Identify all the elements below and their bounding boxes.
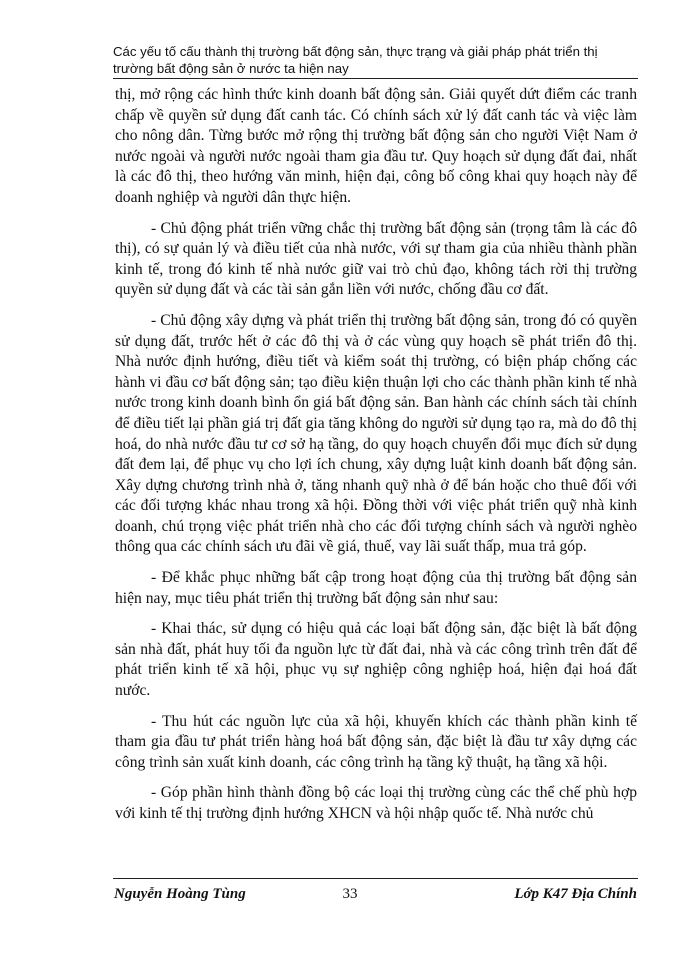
footer-class: Lớp K47 Địa Chính — [514, 886, 637, 902]
running-header — [113, 44, 638, 77]
paragraph-5: - Khai thác, sử dụng có hiệu quả các loại bất động sản, đặc biệt là bất động sản nhà đất, phát huy tối đa nguồn lực từ đất đai, nhà và các công trình trên đất để phát triển kinh tế xã hội, phục vụ sự nghiệp công nghiệp hoá, hiện đại hoá đất nước. — [115, 620, 637, 700]
header-line-1: Các yếu tố cấu thành thị trường bất động sản, thực trạng và giải pháp phát triển thị — [113, 44, 598, 59]
header-divider — [113, 78, 638, 79]
paragraph-1: thị, mở rộng các hình thức kinh doanh bất động sản. Giải quyết dứt điểm các tranh chấp về quyền sử dụng đất canh tác. Có chính sách xử lý đất canh tác và việc làm cho nông dân. Từng bước mở rộng thị trường bất động sản cho người Việt Nam ở nước ngoài và người nước ngoài tham gia đầu tư. Quy hoạch sử dụng đất đai, nhất là các đô thị, theo hướng văn minh, hiện đại, công bố công khai quy hoạch này để doanh nghiệp và người dân thực hiện. — [115, 86, 637, 206]
paragraph-2: - Chủ động phát triển vững chắc thị trường bất động sản (trọng tâm là các đô thị), có sự quản lý và điều tiết của nhà nước, với sự tham gia của nhiều thành phần kinh tế, trong đó kinh tế nhà nước giữ vai trò chủ đạo, không tách rời thị trường quyền sử dụng đất và các tài sản gắn liền với nước, chống đầu cơ đất. — [115, 219, 637, 299]
footer-author: Nguyễn Hoàng Tùng — [114, 886, 246, 902]
header-line-2: trường bất động sản ở nước ta hiện nay — [113, 60, 349, 76]
paragraph-3: - Chủ động xây dựng và phát triển thị trường bất động sản, trong đó có quyền sử dụng đất, trước hết ở các đô thị và ở các vùng quy hoạch sẽ phát triển đô thị. Nhà nước định hướng, điều tiết và kiểm soát thị trường, có biện pháp chống các hành vi đầu cơ bất động sản; tạo điều kiện thuận lợi cho các thành phần kinh tế nhà nước trong kinh doanh bình ổn giá bất động sản. Ban hành các chính sách tài chính để điều tiết lại phần giá trị đất gia tăng không do người sử dụng tạo ra, mà do đô thị hoá, do nhà nước đầu tư cơ sở hạ tầng, do quy hoạch chuyển đổi mục đích sử dụng đất đem lại, để phục vụ cho lợi ích chung, xây dựng luật kinh doanh bất động sản. Xây dựng chương trình nhà ở, tăng nhanh quỹ nhà ở để bán hoặc cho thuê đối với các đối tượng khác nhau trong xã hội. Đồng thời với việc phát triển quỹ nhà kinh doanh, chú trọng việc phát triển nhà cho các đối tượng chính sách và người nghèo thông qua các chính sách ưu đãi về giá, thuế, vay lãi suất thấp, mua trả góp. — [115, 311, 637, 556]
footer-divider — [113, 878, 638, 879]
paragraph-6: - Thu hút các nguồn lực của xã hội, khuyến khích các thành phần kinh tế tham gia đầu tư phát triển hàng hoá bất động sản, đặc biệt là đầu tư xây dựng các công trình sản xuất kinh doanh, các công trình hạ tầng kỹ thuật, hạ tầng xã hội. — [115, 712, 637, 771]
paragraph-7: - Góp phần hình thành đồng bộ các loại thị trường cùng các thể chế phù hợp với kinh tế thị trường định hướng XHCN và hội nhập quốc tế. Nhà nước chủ — [115, 784, 637, 822]
page-number: 33 — [342, 886, 358, 902]
body-text — [115, 85, 637, 825]
paragraph-4: - Để khắc phục những bất cập trong hoạt động của thị trường bất động sản hiện nay, mục tiêu phát triển thị trường bất động sản như sau: — [115, 569, 637, 607]
